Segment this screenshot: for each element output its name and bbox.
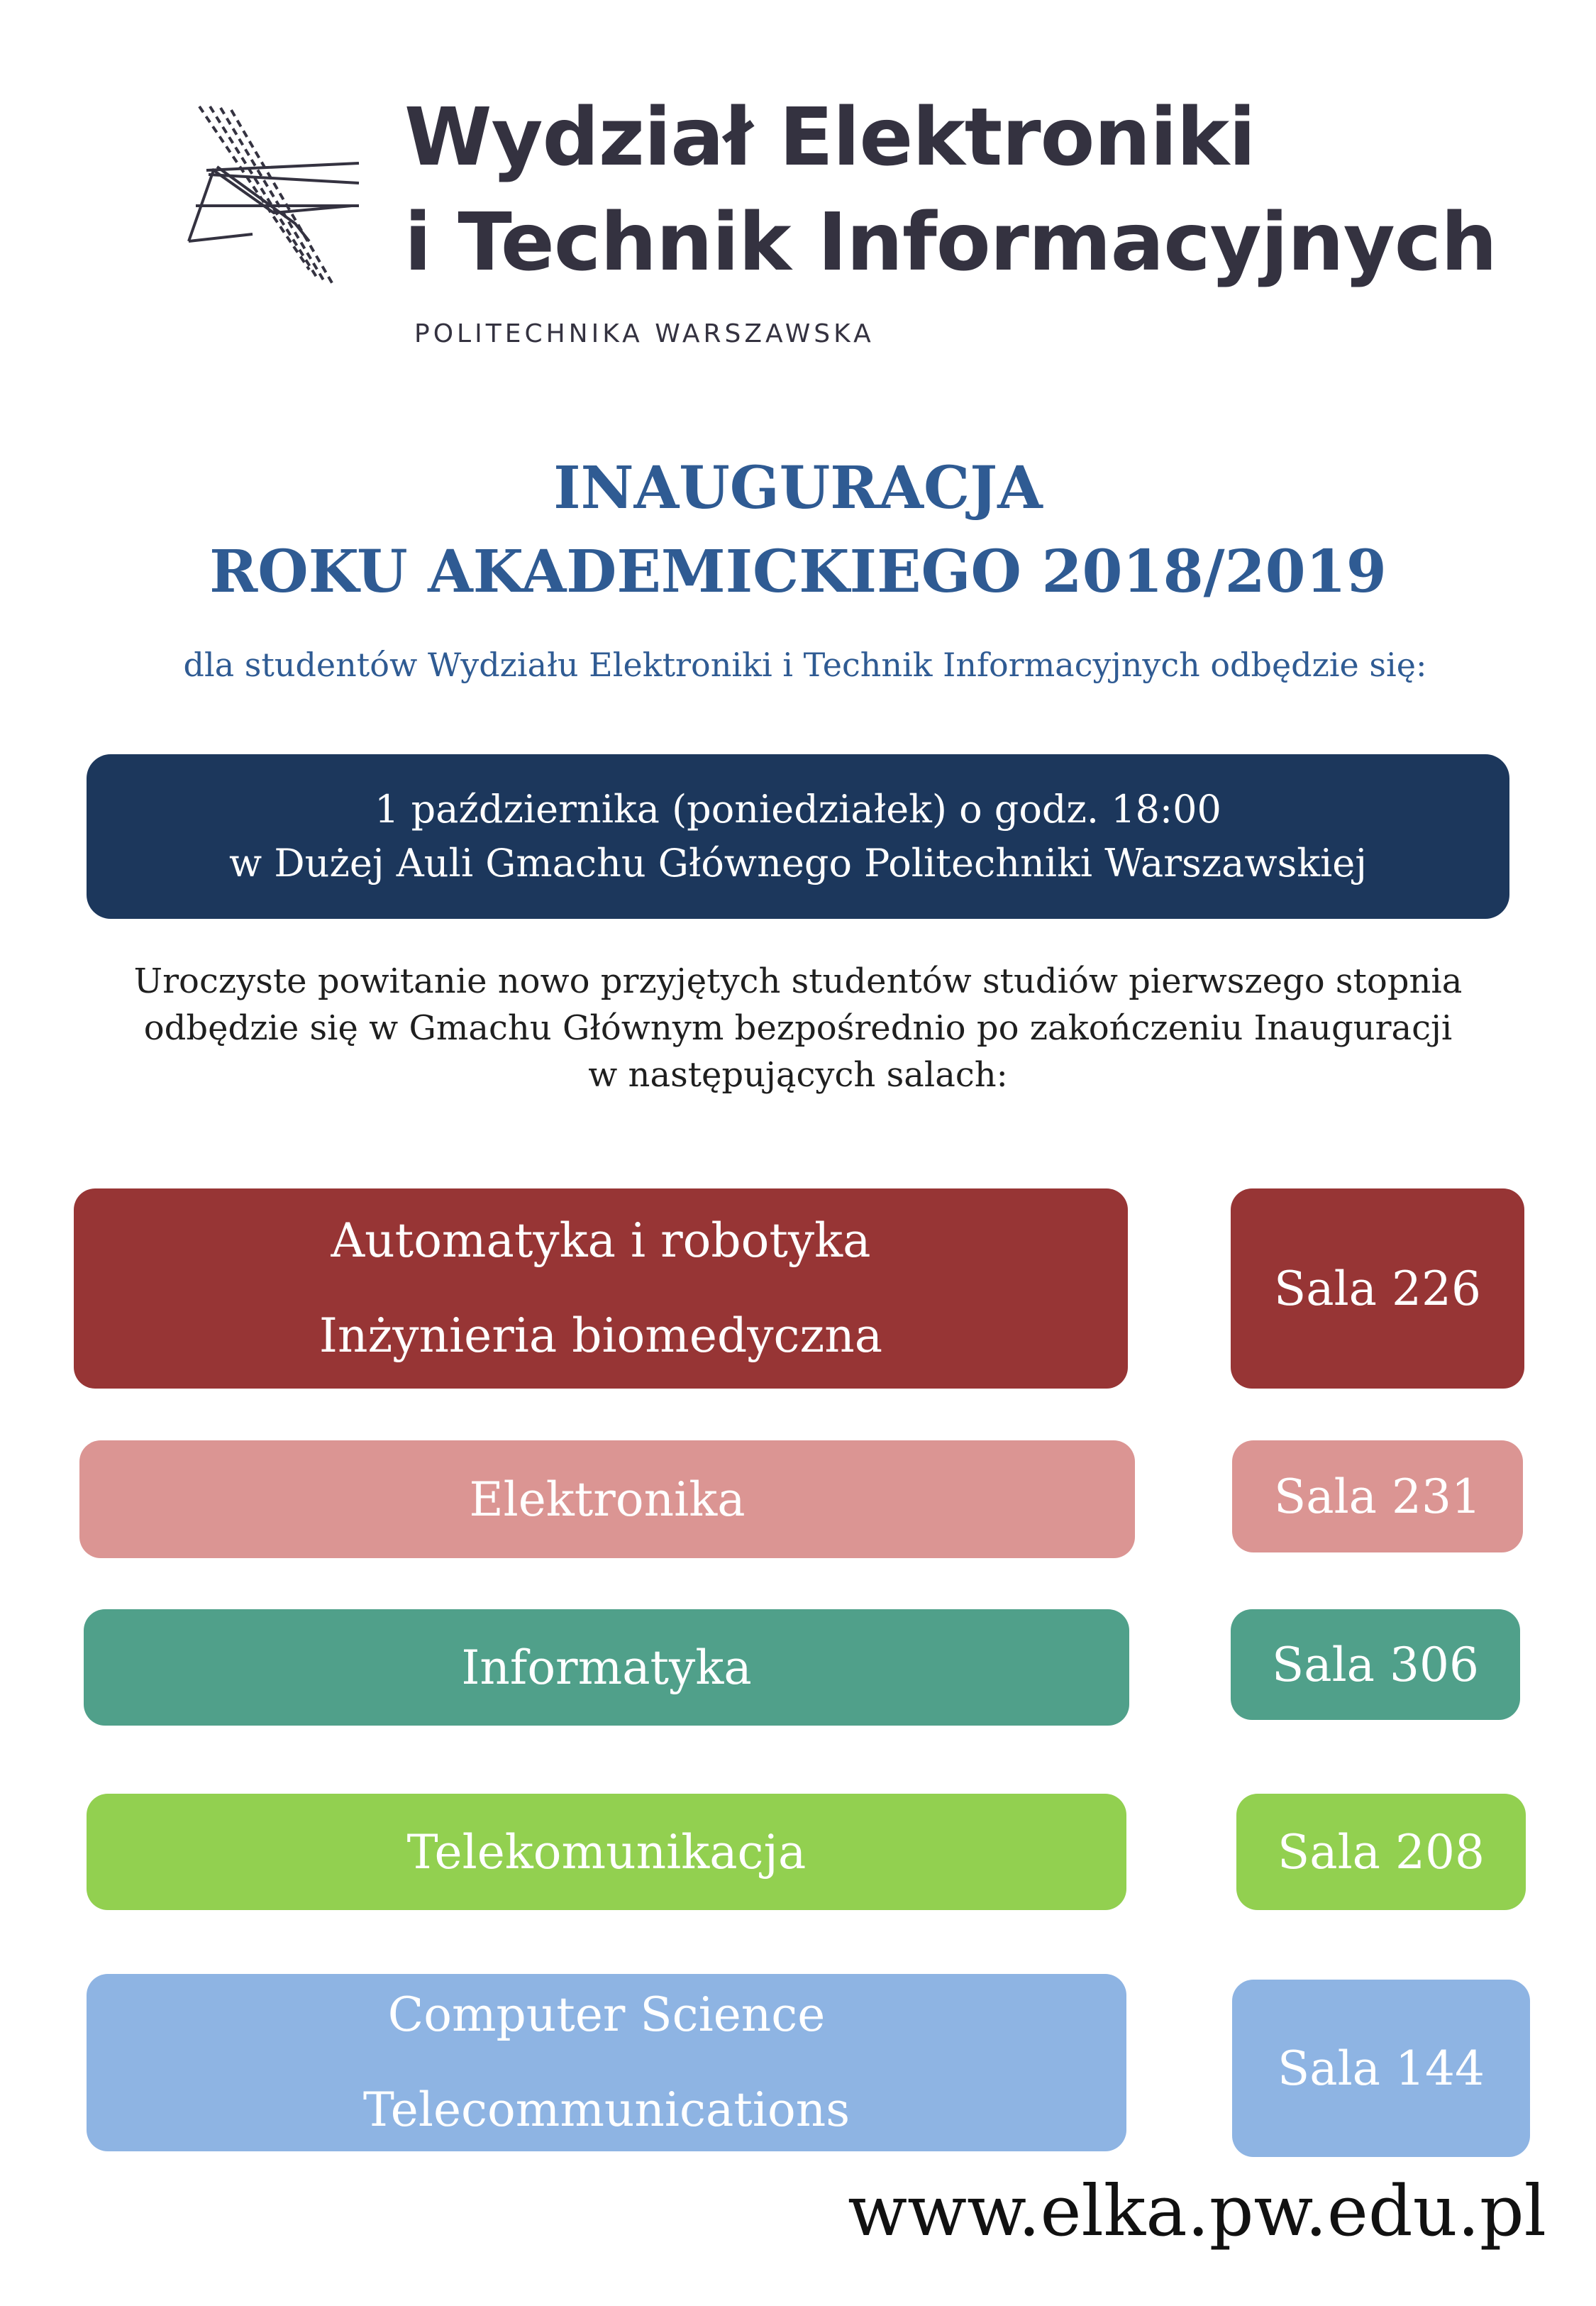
faculty-name xyxy=(404,85,1497,295)
program-name: Inżynieria biomedyczna xyxy=(318,1308,883,1363)
program-box-informatyka xyxy=(84,1609,1129,1726)
program-box-english xyxy=(87,1974,1126,2151)
welcome-line2: odbędzie się w Gmachu Głównym bezpośrednio po zakończeniu Inauguracji xyxy=(143,1008,1453,1048)
room-badge-226: Sala 226 xyxy=(1231,1188,1524,1389)
university-name: POLITECHNIKA WARSZAWSKA xyxy=(414,319,875,348)
program-name: Telekomunikacja xyxy=(406,1824,807,1880)
program-name: Informatyka xyxy=(461,1640,752,1695)
event-title-line1: INAUGURACJA xyxy=(553,454,1043,522)
program-box-automatyka xyxy=(74,1188,1128,1389)
event-date: 1 października (poniedziałek) o godz. 18:00 xyxy=(375,787,1221,832)
faculty-name-line2: i Technik Informacyjnych xyxy=(404,197,1497,289)
event-title-line2: ROKU AKADEMICKIEGO 2018/2019 xyxy=(209,538,1387,606)
event-place: w Dużej Auli Gmachu Głównego Politechniki Warszawskiej xyxy=(229,841,1367,886)
welcome-text xyxy=(0,958,1596,1098)
room-badge-144: Sala 144 xyxy=(1232,1980,1530,2157)
welcome-line1: Uroczyste powitanie nowo przyjętych studentów studiów pierwszego stopnia xyxy=(133,961,1463,1001)
program-name: Automatyka i robotyka xyxy=(331,1213,871,1268)
faculty-name-line1: Wydział Elektroniki xyxy=(404,92,1256,184)
program-box-elektronika xyxy=(79,1440,1135,1558)
room-badge-231: Sala 231 xyxy=(1232,1440,1523,1552)
program-name: Elektronika xyxy=(469,1472,746,1527)
welcome-line3: w następujących salach: xyxy=(588,1055,1008,1095)
event-subtitle: dla studentów Wydziału Elektroniki i Technik Informacyjnych odbędzie się: xyxy=(183,646,1427,684)
program-box-telekomunikacja xyxy=(87,1794,1126,1910)
faculty-emblem-icon xyxy=(167,99,366,305)
room-badge-306: Sala 306 xyxy=(1231,1609,1520,1720)
program-name: Telecommunications xyxy=(362,2082,850,2137)
event-date-box xyxy=(87,754,1509,919)
room-badge-208: Sala 208 xyxy=(1236,1794,1526,1910)
website-link[interactable]: www.elka.pw.edu.pl xyxy=(848,2171,1546,2252)
program-name: Computer Science xyxy=(387,1987,826,2042)
